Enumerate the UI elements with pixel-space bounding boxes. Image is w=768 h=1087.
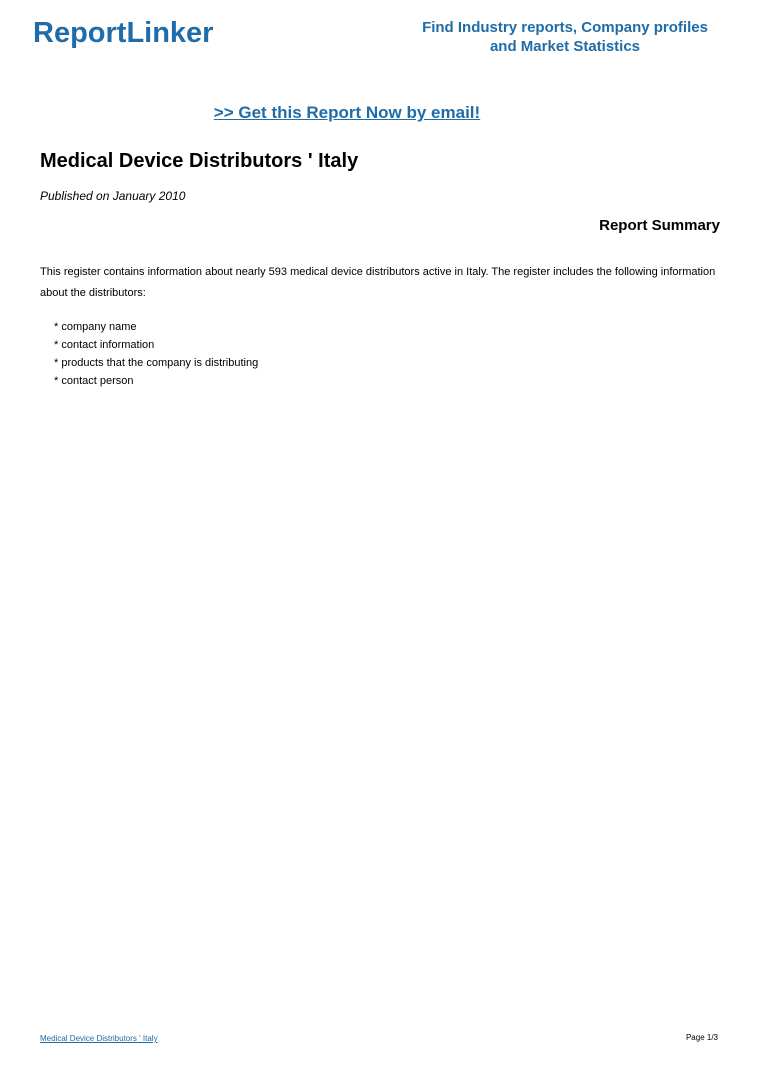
footer-report-link[interactable]: Medical Device Distributors ' Italy	[40, 1034, 158, 1043]
tagline-line-2: and Market Statistics	[489, 38, 641, 55]
list-item: * products that the company is distributing	[54, 357, 259, 369]
get-report-email-link[interactable]: >> Get this Report Now by email!	[213, 103, 481, 122]
published-date: Published on January 2010	[40, 189, 186, 203]
report-description	[40, 262, 730, 304]
report-summary-heading: Report Summary	[599, 217, 720, 234]
reportlinker-logo: ReportLinker	[33, 17, 214, 49]
info-bullet-list	[54, 318, 258, 390]
tagline-line-1: Find Industry reports, Company profiles	[422, 19, 708, 36]
list-item: * company name	[54, 321, 137, 333]
list-item: * contact person	[54, 375, 134, 387]
list-item: * contact information	[54, 339, 155, 351]
description-paragraph: This register contains information about nearly 593 medical device distributors active in Italy. The register includes the following information about the distributors:	[40, 266, 716, 299]
report-title: Medical Device Distributors ' Italy	[40, 150, 359, 172]
header-tagline	[400, 18, 730, 56]
page-number: Page 1/3	[685, 1033, 718, 1042]
